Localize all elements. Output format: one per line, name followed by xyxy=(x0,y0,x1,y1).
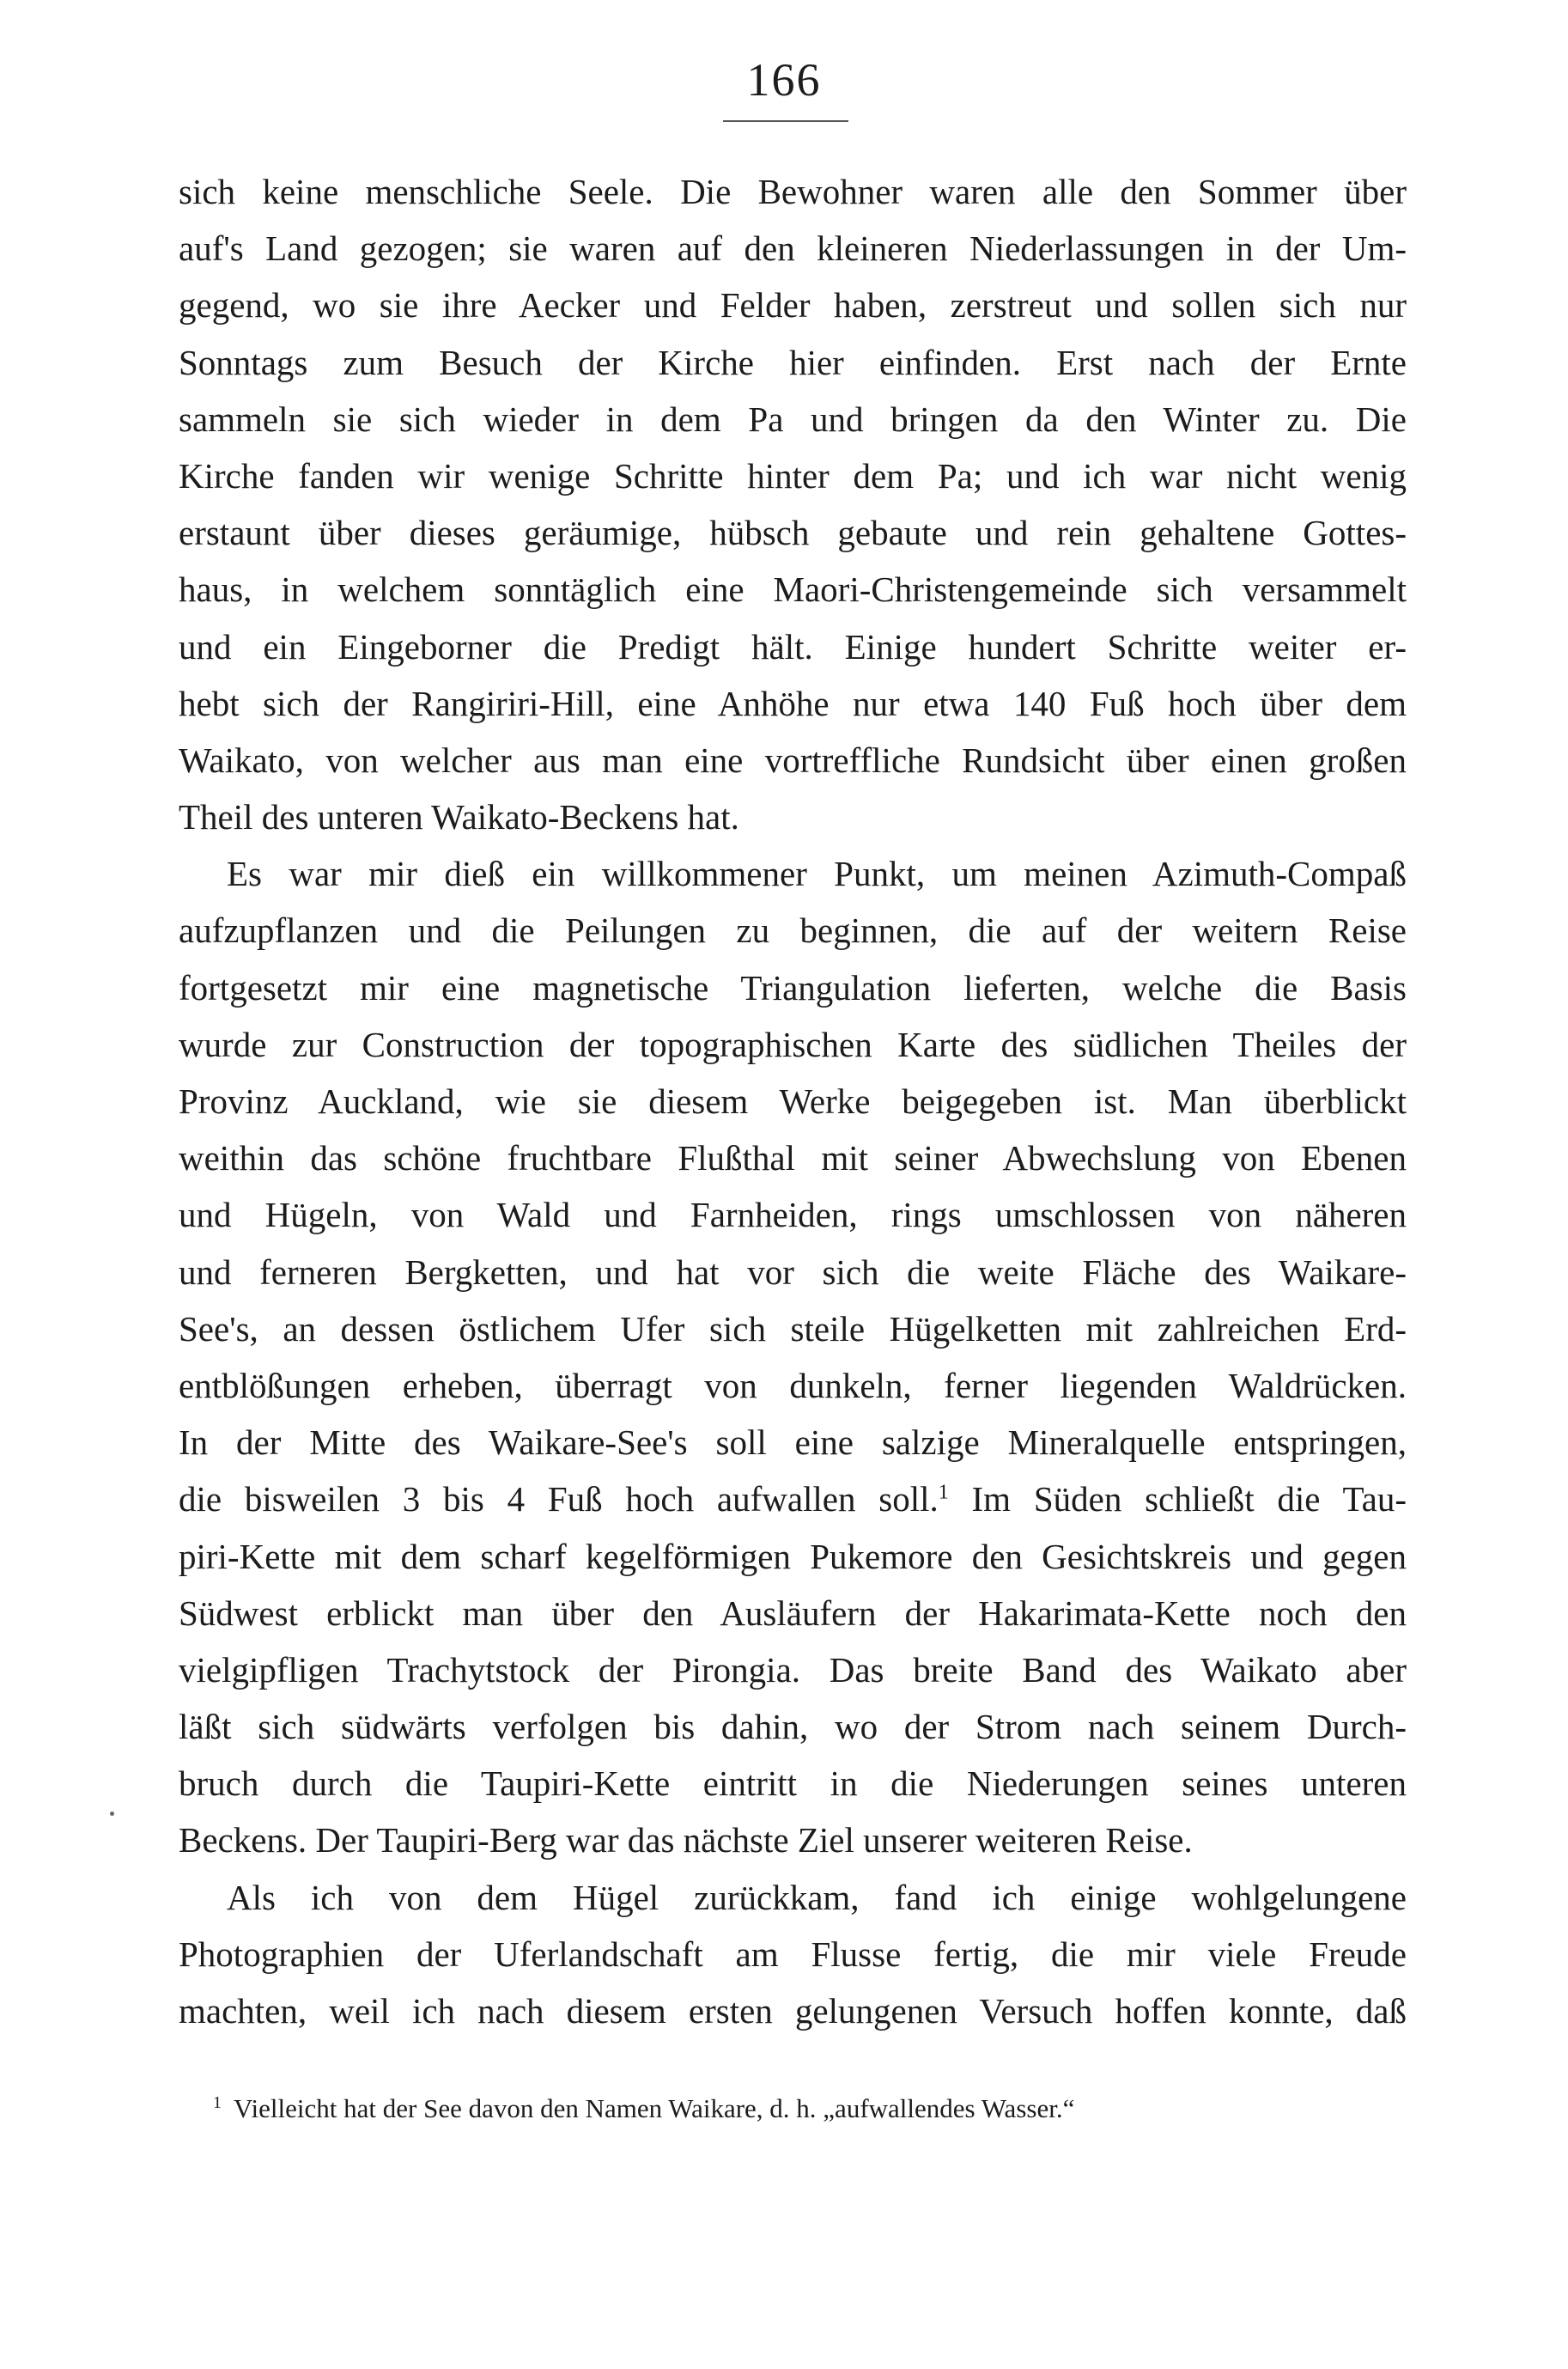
text-line: machten, weil ich nach diesem ersten gelungenen Versuch hoffen konnte, daß xyxy=(179,1991,1407,2031)
footnote-text: Vielleicht hat der See davon den Namen Waikare, d. h. „aufwallendes Wasser.“ xyxy=(234,2093,1075,2123)
text-line: Provinz Auckland, wie sie diesem Werke beigegeben ist. Man überblickt xyxy=(179,1081,1407,1121)
body-text xyxy=(179,163,1407,2039)
text-line: sammeln sie sich wieder in dem Pa und bringen da den Winter zu. Die xyxy=(179,399,1407,439)
footnote xyxy=(213,2090,1415,2128)
text-line: entblößungen erheben, überragt von dunkeln, ferner liegenden Waldrücken. xyxy=(179,1365,1407,1405)
text-line-with-footnote-ref xyxy=(179,1471,1407,1527)
text-line: hebt sich der Rangiriri-Hill, eine Anhöhe nur etwa 140 Fuß hoch über dem xyxy=(179,683,1407,723)
text-line: Photographien der Uferlandschaft am Flusse fertig, die mir viele Freude xyxy=(179,1934,1407,1974)
text-line: fortgesetzt mir eine magnetische Triangulation lieferten, welche die Basis xyxy=(179,967,1407,1008)
text-line: aufzupflanzen und die Peilungen zu beginnen, die auf der weitern Reise xyxy=(179,910,1407,951)
text-line: Sonntags zum Besuch der Kirche hier einfinden. Erst nach der Ernte xyxy=(179,342,1407,382)
text-line: Es war mir dieß ein willkommener Punkt, um meinen Azimuth-Compaß xyxy=(227,854,1407,894)
text-segment: die bisweilen 3 bis 4 Fuß hoch aufwallen soll. xyxy=(179,1479,939,1519)
text-line: See's, an dessen östlichem Ufer sich steile Hügelketten mit zahlreichen Erd- xyxy=(179,1308,1407,1349)
paragraph-2 xyxy=(179,845,1407,1868)
page-number: 166 xyxy=(746,54,822,106)
text-line: und ferneren Bergketten, und hat vor sich die weite Fläche des Waikare- xyxy=(179,1251,1407,1292)
text-line: piri-Kette mit dem scharf kegelförmigen Pukemore den Gesichtskreis und gegen xyxy=(179,1536,1407,1576)
text-line: In der Mitte des Waikare-See's soll eine salzige Mineralquelle entspringen, xyxy=(179,1422,1407,1463)
text-line: Kirche fanden wir wenige Schritte hinter dem Pa; und ich war nicht wenig xyxy=(179,455,1407,496)
text-line: Südwest erblickt man über den Ausläufern der Hakarimata-Kette noch den xyxy=(179,1593,1407,1633)
text-line: sich keine menschliche Seele. Die Bewohner waren alle den Sommer über xyxy=(179,172,1407,211)
text-line: haus, in welchem sonntäglich eine Maori-Christengemeinde sich versammelt xyxy=(179,569,1407,610)
text-line: wurde zur Construction der topographischen Karte des südlichen Theiles der xyxy=(179,1024,1407,1064)
text-line: Beckens. Der Taupiri-Berg war das nächste Ziel unserer weiteren Reise. xyxy=(179,1820,1193,1860)
footnote-mark: 1 xyxy=(213,2092,222,2112)
text-segment: Im Süden schließt die Tau- xyxy=(971,1479,1407,1519)
text-line: Theil des unteren Waikato-Beckens hat. xyxy=(179,797,739,837)
text-line: vielgipfligen Trachytstock der Pirongia. Das breite Band des Waikato aber xyxy=(179,1649,1407,1690)
text-line: auf's Land gezogen; sie waren auf den kleineren Niederlassungen in der Um- xyxy=(179,228,1407,269)
scan-speck xyxy=(110,1812,114,1816)
footnote-reference[interactable]: 1 xyxy=(938,1481,949,1504)
page-number-rule xyxy=(723,120,848,122)
text-line: weithin das schöne fruchtbare Flußthal mit seiner Abwechslung von Ebenen xyxy=(179,1138,1407,1178)
text-line: Als ich von dem Hügel zurückkam, fand ich einige wohlgelungene xyxy=(227,1877,1407,1917)
paragraph-3 xyxy=(179,1869,1407,2040)
text-line: und ein Eingeborner die Predigt hält. Einige hundert Schritte weiter er- xyxy=(179,626,1407,667)
text-line: Waikato, von welcher aus man eine vortreffliche Rundsicht über einen großen xyxy=(179,740,1407,780)
text-line: und Hügeln, von Wald und Farnheiden, rings umschlossen von näheren xyxy=(179,1195,1407,1235)
text-line: erstaunt über dieses geräumige, hübsch gebaute und rein gehaltene Gottes- xyxy=(179,513,1407,553)
text-line: bruch durch die Taupiri-Kette eintritt in die Niederungen seines unteren xyxy=(179,1763,1407,1804)
text-line: gegend, wo sie ihre Aecker und Felder haben, zerstreut und sollen sich nur xyxy=(179,285,1407,326)
paragraph-1 xyxy=(179,163,1407,845)
text-line: läßt sich südwärts verfolgen bis dahin, wo der Strom nach seinem Durch- xyxy=(179,1707,1407,1747)
